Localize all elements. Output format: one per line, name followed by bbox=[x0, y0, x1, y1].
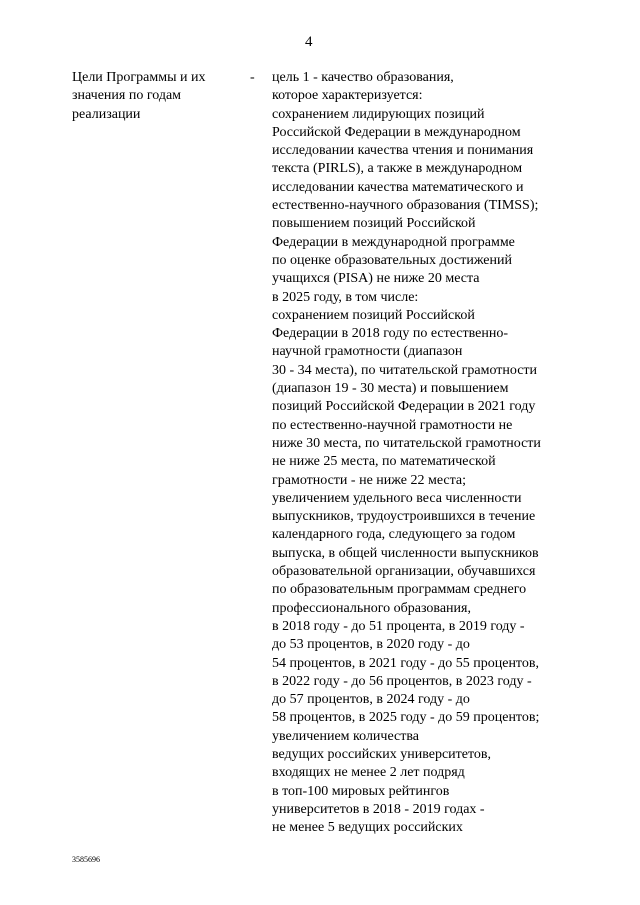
content-line: исследовании качества математического и bbox=[272, 179, 524, 195]
content-line: до 57 процентов, в 2024 году - до bbox=[272, 692, 470, 708]
content-line: сохранением лидирующих позиций bbox=[272, 106, 485, 122]
content-line: в топ-100 мировых рейтингов bbox=[272, 783, 450, 799]
content-line: ведущих российских университетов, bbox=[272, 746, 492, 762]
content-line: 58 процентов, в 2025 году - до 59 процентов; bbox=[272, 710, 540, 726]
content-line: в 2018 году - до 51 процента, в 2019 году - bbox=[272, 618, 525, 634]
page-number: 4 bbox=[305, 34, 313, 50]
content-line: до 53 процентов, в 2020 году - до bbox=[272, 637, 470, 653]
content-line: Федерации в 2018 году по естественно- bbox=[272, 326, 509, 342]
content-line: университетов в 2018 - 2019 годах - bbox=[272, 801, 485, 817]
content-line: цель 1 - качество образования, bbox=[272, 70, 454, 85]
content-line: учащихся (PISA) не ниже 20 места bbox=[272, 271, 480, 287]
content-line: календарного года, следующего за годом bbox=[272, 527, 516, 543]
row-label-line: Цели Программы и их bbox=[72, 70, 206, 85]
content-line: научной грамотности (диапазон bbox=[272, 344, 463, 360]
content-line: повышением позиций Российской bbox=[272, 216, 476, 232]
content-line: 30 - 34 места), по читательской грамотности bbox=[272, 362, 538, 378]
separator-dash: - bbox=[250, 70, 255, 85]
content-line: ниже 30 места, по читательской грамотности bbox=[272, 435, 541, 451]
content-line: 54 процентов, в 2021 году - до 55 процентов, bbox=[272, 655, 539, 671]
content-line: Российской Федерации в международном bbox=[272, 124, 521, 140]
content-line: текста (PIRLS), а также в международном bbox=[272, 161, 523, 177]
content-line: не менее 5 ведущих российских bbox=[272, 820, 463, 836]
content-line: не ниже 25 места, по математической bbox=[272, 454, 496, 470]
content-line: образовательной организации, обучавшихся bbox=[272, 564, 536, 580]
content-line: по естественно-научной грамотности не bbox=[272, 417, 513, 433]
content-line: исследовании качества чтения и понимания bbox=[272, 143, 534, 159]
row-label-line: значения по годам bbox=[72, 88, 182, 104]
content-line: по оценке образовательных достижений bbox=[272, 252, 512, 268]
content-line: в 2025 году, в том числе: bbox=[272, 289, 419, 305]
document-code: 3585696 bbox=[72, 855, 100, 864]
content-line: естественно-научного образования (TIMSS); bbox=[272, 198, 539, 214]
content-line: входящих не менее 2 лет подряд bbox=[272, 765, 465, 781]
content-line: профессионального образования, bbox=[272, 600, 471, 616]
content-line: Федерации в международной программе bbox=[272, 234, 515, 250]
content-line: в 2022 году - до 56 процентов, в 2023 году - bbox=[272, 673, 532, 689]
row-label-line: реализации bbox=[72, 106, 141, 122]
content-line: увеличением количества bbox=[272, 728, 419, 744]
content-line: выпускников, трудоустроившихся в течение bbox=[272, 509, 536, 525]
row-label bbox=[72, 69, 252, 124]
content-line: выпуска, в общей численности выпускников bbox=[272, 545, 539, 561]
content-line: увеличением удельного веса численности bbox=[272, 490, 522, 506]
content-line: (диапазон 19 - 30 места) и повышением bbox=[272, 381, 509, 397]
row-content bbox=[272, 69, 572, 837]
content-line: которое характеризуется: bbox=[272, 88, 423, 104]
content-line: по образовательным программам среднего bbox=[272, 582, 527, 598]
content-line: позиций Российской Федерации в 2021 году bbox=[272, 399, 536, 415]
content-line: грамотности - не ниже 22 места; bbox=[272, 472, 466, 488]
content-line: сохранением позиций Российской bbox=[272, 307, 475, 323]
